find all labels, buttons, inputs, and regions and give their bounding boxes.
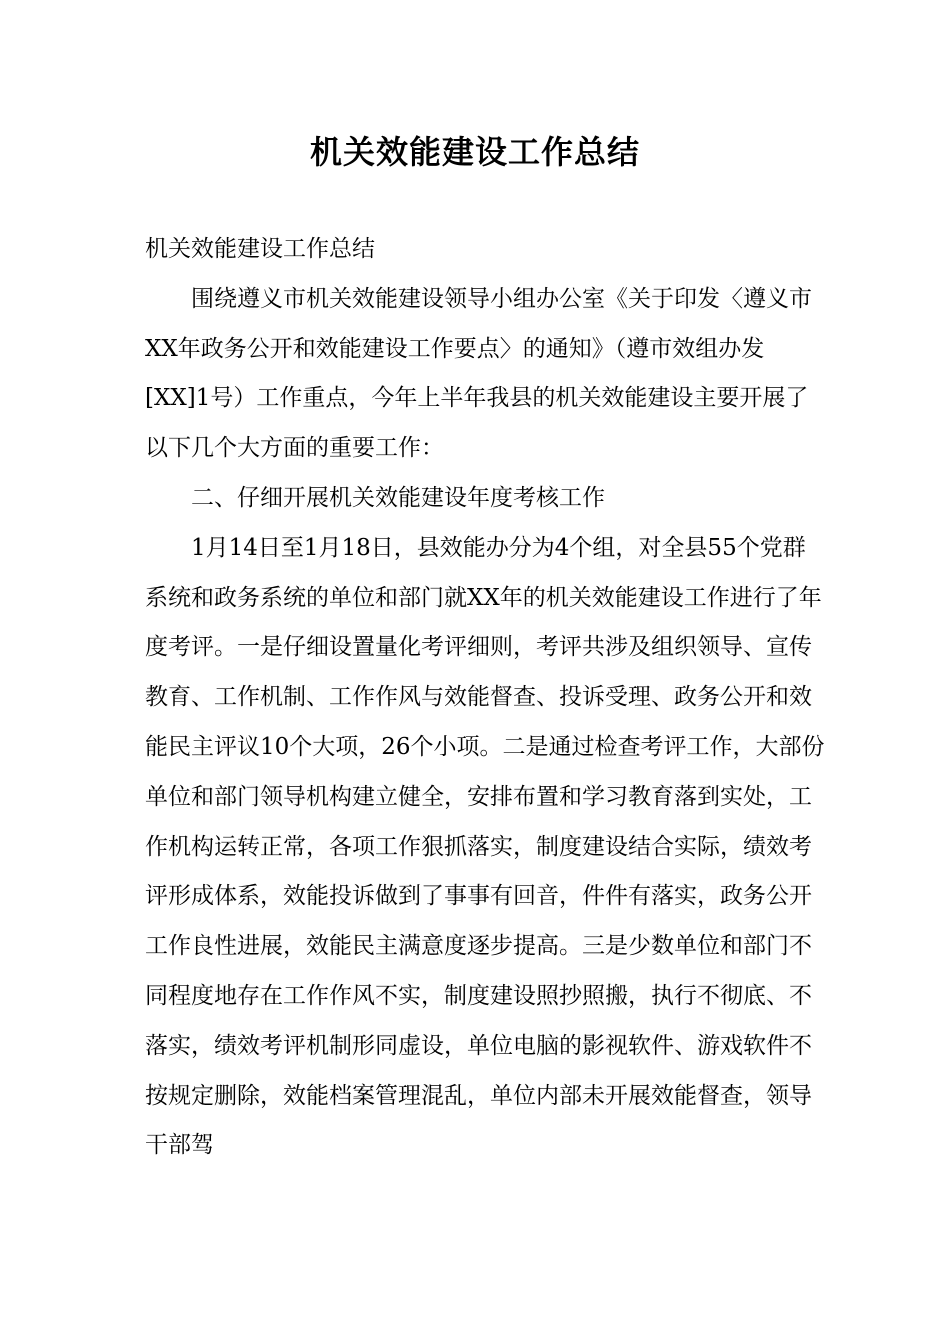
document-title: 机关效能建设工作总结	[309, 133, 640, 171]
paragraph-intro: 围绕遵义市机关效能建设领导小组办公室《关于印发〈遵义市XX年政务公开和效能建设工作要点〉的通知》（遵市效组办发[XX]1号）工作重点，今年上半年我县的机关效能建设主要开展了以下几个大方面的重要工作：	[145, 285, 812, 462]
paragraph-assessment: 1月14日至1月18日，县效能办分为4个组，对全县55个党群系统和政务系统的单位和部门就XX年的机关效能建设工作进行了年度考评。一是仔细设置量化考评细则，考评共涉及组织领导、宣传教育、工作机制、工作作风与效能督查、投诉受理、政务公开和效能民主评议10个大项，26个小项。二是通过检查考评工作，大部份单位和部门领导机构建立健全，安排布置和学习教育落到实处，工作机构运转正常，各项工作狠抓落实，制度建设结合实际，绩效考评形成体系，效能投诉做到了事事有回音，件件有落实，政务公开工作良性进展，效能民主满意度逐步提高。三是少数单位和部门不同程度地存在工作作风不实，制度建设照抄照搬，执行不彻底、不落实，绩效考评机制形同虚设，单位电脑的影视软件、游戏软件不按规定删除，效能档案管理混乱，单位内部未开展效能督查，领导干部驾	[145, 534, 825, 1159]
section-heading: 二、仔细开展机关效能建设年度考核工作	[191, 484, 605, 511]
document-body	[145, 225, 825, 1171]
body-subtitle: 机关效能建设工作总结	[145, 236, 375, 262]
